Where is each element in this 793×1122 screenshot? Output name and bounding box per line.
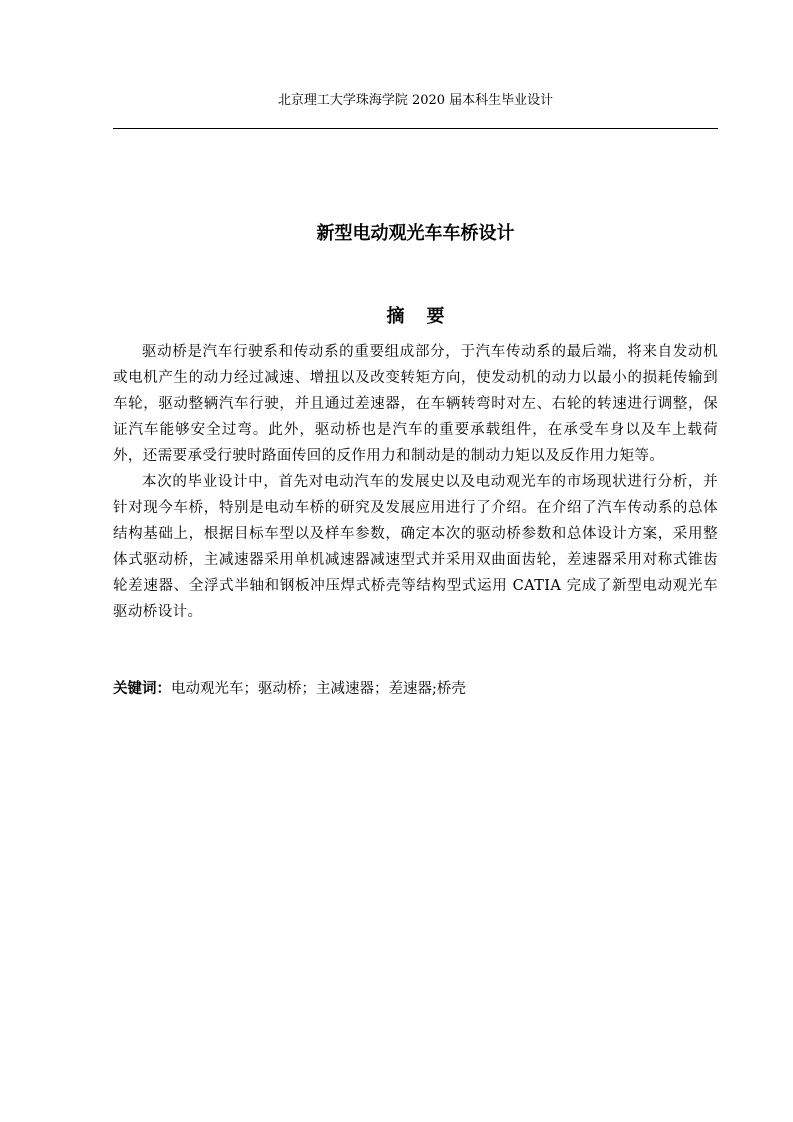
keywords-line <box>113 677 718 701</box>
abstract-heading: 摘要 <box>386 306 467 327</box>
abstract-paragraph: 本次的毕业设计中，首先对电动汽车的发展史以及电动观光车的市场现状进行分析，并针对现今车桥，特别是电动车桥的研究及发展应用进行了介绍。在介绍了汽车传动系的总体结构基础上，根据目标车型以及样车参数，确定本次的驱动桥参数和总体设计方案，采用整体式驱动桥，主减速器采用单机减速器减速型式并采用双曲面齿轮，差速器采用对称式锥齿轮差速器、全浮式半轴和钢板冲压焊式桥壳等结构型式运用 CATIA 完成了新型电动观光车驱动桥设计。 <box>113 474 718 620</box>
paper-title: 新型电动观光车车桥设计 <box>316 223 515 244</box>
abstract-body <box>113 339 718 625</box>
abstract-paragraph: 驱动桥是汽车行驶系和传动系的重要组成部分，于汽车传动系的最后端，将来自发动机或电机产生的动力经过减速、增扭以及改变转矩方向，使发动机的动力以最小的损耗传输到车轮，驱动整辆汽车行驶，并且通过差速器，在车辆转弯时对左、右轮的转速进行调整，保证汽车能够安全过弯。此外，驱动桥也是汽车的重要承载组件，在承受车身以及车上载荷外，还需要承受行驶时路面传回的反作用力和制动是的制动力矩以及反作用力矩等。 <box>113 344 718 464</box>
header-rule <box>113 128 718 129</box>
keywords-value: 电动观光车；驱动桥；主减速器；差速器;桥壳 <box>171 681 466 697</box>
keywords-label: 关键词： <box>113 681 171 697</box>
running-header: 北京理工大学珠海学院 2020 届本科生毕业设计 <box>277 93 554 108</box>
